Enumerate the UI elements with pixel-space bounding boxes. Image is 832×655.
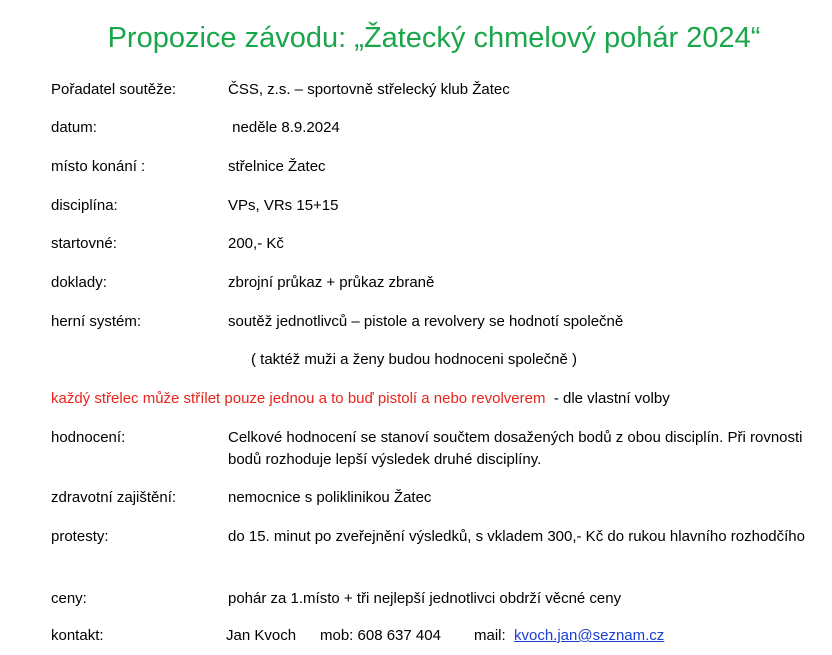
label-organizer: Pořadatel soutěže: (51, 81, 177, 98)
contact-email-link[interactable]: kvoch.jan@seznam.cz (514, 627, 665, 644)
value-documents: zbrojní průkaz + průkaz zbraně (228, 274, 435, 291)
shooter-rule (51, 388, 670, 410)
label-discipline: disciplína: (51, 197, 118, 214)
value-system: soutěž jednotlivců – pistole a revolvery se hodnotí společně (228, 313, 624, 330)
label-protests: protesty: (51, 528, 109, 545)
label-contact: kontakt: (51, 627, 104, 644)
value-protests: do 15. minut po zveřejnění výsledků, s vkladem 300,- Kč do rukou hlavního rozhodčího (228, 528, 805, 545)
value-date: neděle 8.9.2024 (228, 119, 340, 136)
contact-phone: mob: 608 637 404 (320, 627, 441, 644)
value-fee: 200,- Kč (228, 235, 284, 252)
label-system: herní systém: (51, 313, 142, 330)
shooter-rule-red: každý střelec může střílet pouze jednou a to buď pistolí a nebo revolverem (51, 390, 546, 407)
shooter-rule-black: - dle vlastní volby (545, 390, 670, 407)
value-medical: nemocnice s poliklinikou Žatec (228, 489, 432, 506)
contact-mail-label: mail: (474, 627, 506, 644)
value-evaluation: Celkové hodnocení se stanoví součtem dosažených bodů z obou disciplín. Při rovnosti bodů rozhoduje lepší výsledek druhé disciplíny. (228, 429, 803, 468)
label-prizes: ceny: (51, 590, 87, 607)
label-venue: místo konání : (51, 158, 146, 175)
label-documents: doklady: (51, 274, 107, 291)
label-fee: startovné: (51, 235, 117, 252)
contact-name: Jan Kvoch (226, 627, 297, 644)
value-prizes: pohár za 1.místo + tři nejlepší jednotlivci obdrží věcné ceny (228, 590, 622, 607)
page-title: Propozice závodu: „Žatecký chmelový pohár 2024“ (107, 22, 761, 54)
value-discipline: VPs, VRs 15+15 (228, 197, 339, 214)
system-note: ( taktéž muži a ženy budou hodnoceni společně ) (251, 351, 578, 368)
label-evaluation: hodnocení: (51, 429, 126, 446)
value-venue: střelnice Žatec (228, 158, 326, 175)
label-medical: zdravotní zajištění: (51, 489, 177, 506)
label-date: datum: (51, 119, 97, 136)
value-organizer: ČSS, z.s. – sportovně střelecký klub Žatec (228, 81, 510, 98)
